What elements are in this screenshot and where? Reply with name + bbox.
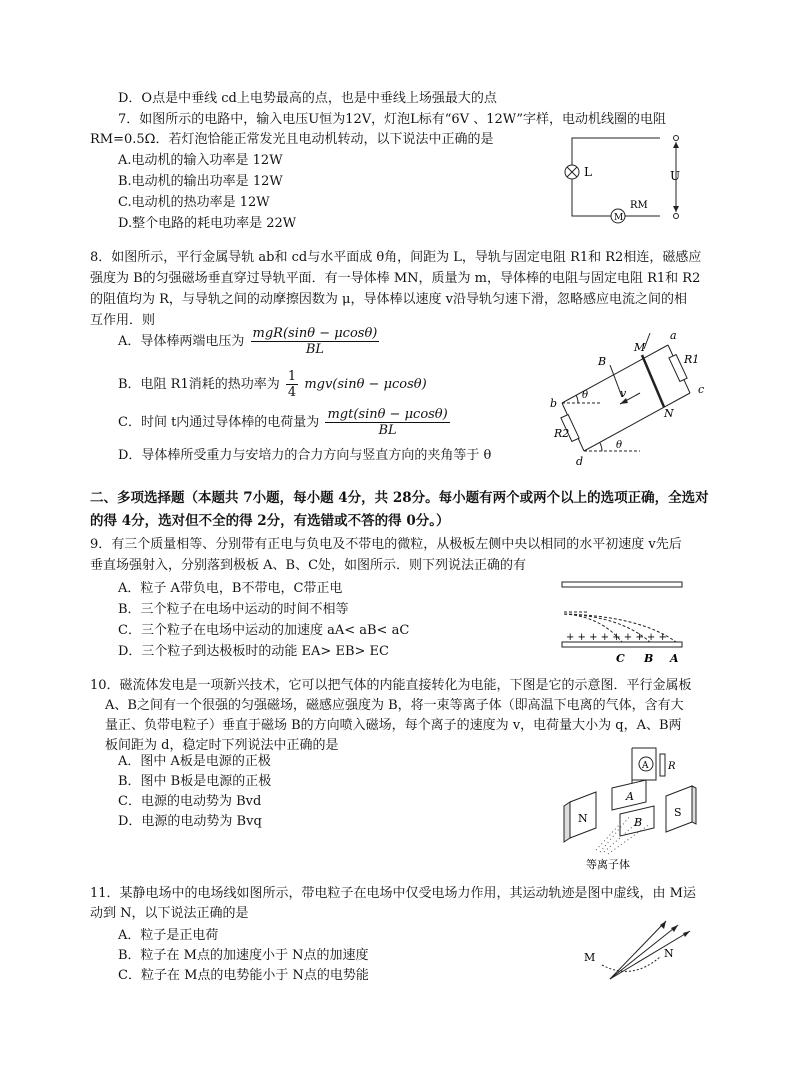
q7-lamp-label: L bbox=[584, 165, 592, 179]
q8-label-n: N bbox=[664, 407, 674, 420]
q10-ammeter-label: A bbox=[642, 761, 649, 771]
q8-label-r2: R2 bbox=[554, 427, 570, 440]
rail-upper bbox=[562, 345, 668, 403]
q8-stem-line1: 8．如图所示，平行金属导轨 ab和 cd与水平面成 θ角，间距为 L，导轨与固定电阻 R1和 R2相连，磁感应 bbox=[90, 250, 702, 265]
q10-label-plate-a: A bbox=[626, 790, 634, 803]
q7-stem-line2: RM=0.5Ω．若灯泡恰能正常发光且电动机转动，以下说法中正确的是 bbox=[90, 132, 494, 147]
q7-circuit-figure bbox=[560, 128, 700, 228]
q11-stem-line2: 动到 N，以下说法正确的是 bbox=[90, 906, 249, 921]
fraction-numerator: 1 bbox=[287, 369, 297, 384]
rail-lower bbox=[584, 393, 690, 451]
q7-motor-label: M bbox=[614, 213, 624, 223]
q10-stem-line2: A、B之间有一个很强的匀强磁场，磁感应强度为 B，将一束等离子体（即高温下电离的气体，含有大 bbox=[105, 698, 684, 713]
q11-option-b: B．粒子在 M点的加速度小于 N点的加速度 bbox=[118, 948, 369, 963]
q9-stem-line1: 9．有三个质量相等、分别带有正电与负电及不带电的微粒，从极板左侧中央以相同的水平初速度 v先后 bbox=[90, 537, 682, 552]
q8-rail-figure bbox=[540, 325, 720, 470]
q6-option-d: D．O点是中垂线 cd上电势最高的点，也是中垂线上场强最大的点 bbox=[118, 91, 497, 106]
q7-option-c: C.电动机的热功率是 12W bbox=[118, 195, 270, 210]
q10-option-a: A．图中 A板是电源的正极 bbox=[118, 754, 271, 769]
angle-arc bbox=[576, 395, 578, 403]
q8-option-a bbox=[118, 326, 381, 357]
q8-option-d: D．导体棒所受重力与安培力的合力方向与竖直方向的夹角等于 θ bbox=[118, 448, 492, 463]
q8-option-a-prefix: A．导体棒两端电压为 bbox=[118, 334, 245, 349]
q10-stem-line3: 量正、负带电粒子）垂直于磁场 B的方向喷入磁场，每个离子的速度为 v，电荷量大小为 q，A、B两 bbox=[105, 718, 682, 733]
magnet-n-side bbox=[564, 802, 570, 842]
angle-arc bbox=[600, 443, 602, 451]
q9-label-a: A bbox=[670, 652, 679, 665]
q8-label-b: b bbox=[550, 397, 558, 410]
q7-stem-line1: 7．如图所示的电路中，输入电压U恒为12V，灯泡L标有“6V 、12W”字样，电动机线圈的电阻 bbox=[118, 112, 667, 127]
q8-option-c-fraction bbox=[325, 407, 449, 438]
section2-title-line2: 的得 4分，选对但不全的得 2分，有选错或不答的得 0分。） bbox=[90, 513, 450, 529]
q8-option-b-prefix: B．电阻 R1消耗的热功率为 bbox=[118, 377, 280, 392]
fraction-denominator: BL bbox=[378, 423, 397, 438]
q8-option-b-fraction bbox=[286, 369, 298, 400]
q10-option-b: B．图中 B板是电源的正极 bbox=[118, 774, 272, 789]
fraction-numerator: mgt(sinθ − μcosθ) bbox=[327, 407, 448, 422]
q11-stem-line1: 11．某静电场中的电场线如图所示，带电粒子在电场中仅受电场力作用，其运动轨迹是图中虚线，由 M运 bbox=[90, 886, 696, 901]
q10-resistor-label: R bbox=[668, 761, 676, 772]
q8-label-theta: θ bbox=[616, 440, 623, 451]
q9-plates-figure bbox=[560, 578, 690, 668]
magnet-s-side bbox=[692, 786, 696, 824]
q10-generator-figure bbox=[560, 740, 700, 872]
q8-label-b-field: B bbox=[598, 355, 607, 368]
q10-stem-line1: 10．磁流体发电是一项新兴技术，它可以把气体的内能直接转化为电能，下图是它的示意图．平行金属板 bbox=[90, 678, 692, 693]
q9-stem-line2: 垂直场强射入，分别落到极板 A、B、C处，如图所示．则下列说法正确的有 bbox=[90, 558, 527, 573]
arrow-head-icon bbox=[683, 931, 690, 937]
q8-option-c bbox=[118, 407, 452, 438]
upper-plate bbox=[562, 582, 682, 587]
q8-label-a: a bbox=[670, 329, 677, 342]
q10-label-n: N bbox=[578, 812, 588, 825]
section2-title-line1: 二、多项选择题（本题共 7小题，每小题 4分，共 28分。每小题有两个或两个以上的选项正确，全选对 bbox=[90, 490, 709, 506]
conductor-mn bbox=[642, 355, 664, 407]
q9-label-b: B bbox=[644, 652, 654, 665]
q7-option-b: B.电动机的输出功率是 12W bbox=[118, 174, 283, 189]
q8-stem-line4: 互作用．则 bbox=[90, 313, 156, 328]
q8-label-c: c bbox=[698, 383, 705, 396]
arrow-head-icon bbox=[671, 925, 678, 932]
terminal-icon bbox=[674, 136, 679, 141]
q8-stem-line3: 的阻值均为 R，与导轨之间的动摩擦因数为 μ，导体棒以速度 v沿导轨匀速下滑，忽略感应电流之间的相 bbox=[90, 292, 687, 307]
q7-option-d: D.整个电路的耗电功率是 22W bbox=[118, 216, 297, 231]
q9-label-c: C bbox=[616, 652, 625, 665]
fraction-numerator: mgR(sinθ − μcosθ) bbox=[252, 326, 378, 341]
q9-option-b: B．三个粒子在电场中运动的时间不相等 bbox=[118, 602, 349, 617]
q10-option-c: C．电源的电动势为 Bvd bbox=[118, 794, 262, 809]
q11-field-lines-figure bbox=[570, 915, 710, 995]
particle-trajectory bbox=[602, 957, 660, 971]
q10-option-d: D．电源的电动势为 Bvq bbox=[118, 814, 262, 829]
q8-option-a-fraction bbox=[251, 326, 380, 357]
q8-option-b bbox=[118, 369, 427, 400]
q11-label-m: M bbox=[584, 951, 596, 964]
resistor-icon bbox=[660, 754, 665, 776]
q7-resistor-label: RM bbox=[630, 200, 648, 211]
q8-label-d: d bbox=[576, 455, 584, 468]
q8-option-b-suffix: mgv(sinθ − μcosθ) bbox=[304, 377, 427, 392]
arrow-head-icon bbox=[660, 921, 666, 929]
q9-option-a: A．粒子 A带负电，B不带电，C带正电 bbox=[118, 581, 343, 596]
q10-label-s: S bbox=[674, 806, 682, 819]
q9-option-c: C．三个粒子在电场中运动的加速度 aA< aB< aC bbox=[118, 623, 410, 638]
q8-label-m: M bbox=[634, 341, 646, 354]
q10-label-plate-b: B bbox=[634, 816, 643, 829]
q9-option-d: D．三个粒子到达极板时的动能 EA> EB> EC bbox=[118, 644, 389, 659]
q11-option-a: A．粒子是正电荷 bbox=[118, 928, 219, 943]
q8-option-c-prefix: C．时间 t内通过导体棒的电荷量为 bbox=[118, 415, 320, 430]
plus-row: + + + + + + + + + bbox=[566, 632, 667, 643]
q8-label-r1: R1 bbox=[684, 353, 700, 366]
q7-option-a: A.电动机的输入功率是 12W bbox=[118, 153, 283, 168]
q10-stem-line4: 板间距为 d，稳定时下列说法中正确的是 bbox=[105, 738, 339, 753]
q7-voltage-label: U bbox=[670, 169, 681, 183]
q8-label-v: v bbox=[620, 387, 627, 400]
fraction-denominator: 4 bbox=[287, 385, 297, 400]
q11-option-c: C．粒子在 M点的电势能小于 N点的电势能 bbox=[118, 968, 369, 983]
terminal-icon bbox=[674, 214, 679, 219]
q8-stem-line2: 强度为 B的匀强磁场垂直穿过导轨平面．有一导体棒 MN，质量为 m，导体棒的电阻与固定电阻 R1和 R2 bbox=[90, 271, 701, 286]
q11-label-n: N bbox=[664, 947, 674, 960]
fraction-denominator: BL bbox=[305, 342, 325, 357]
q8-label-theta: θ bbox=[582, 390, 589, 401]
q10-caption: 等离子体 bbox=[586, 858, 630, 871]
